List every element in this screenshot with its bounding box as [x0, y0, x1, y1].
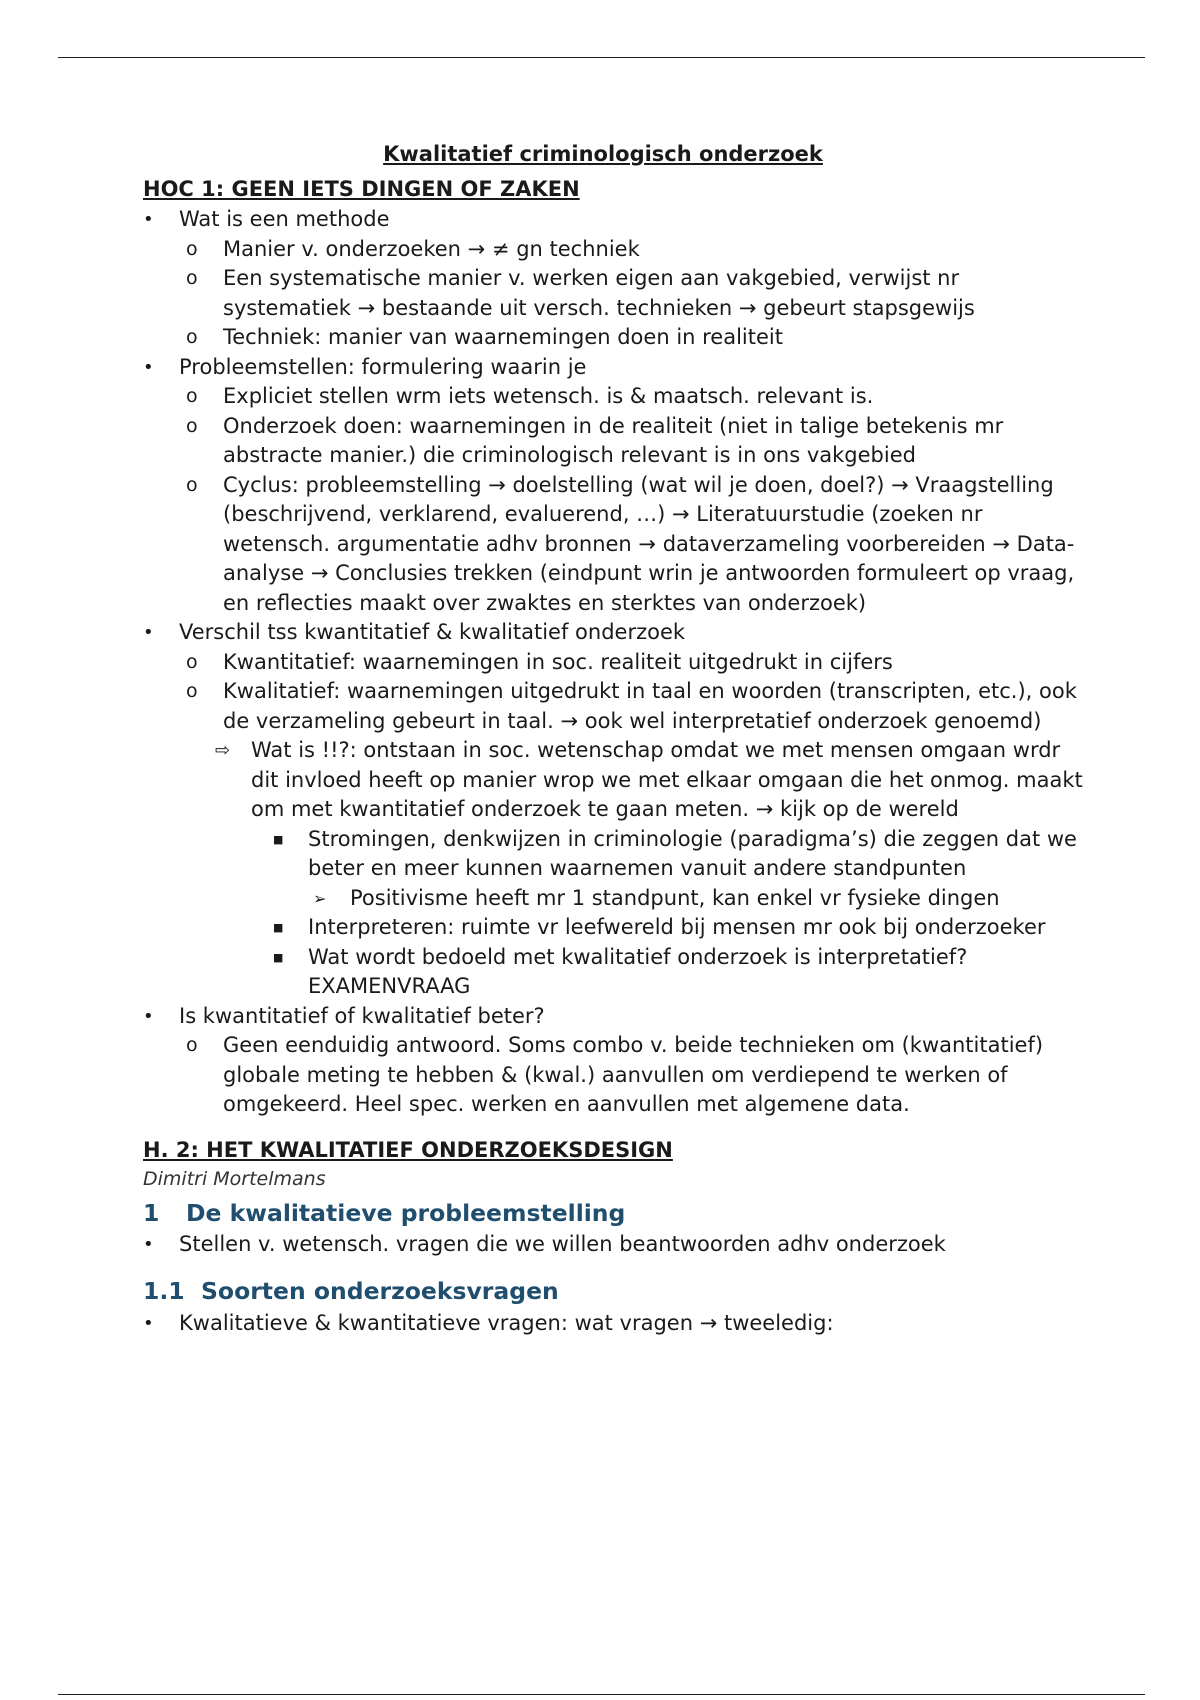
bullet-marker: •	[143, 1005, 154, 1027]
bullet-marker: •	[143, 209, 154, 230]
list-item: ➢ Positivisme heeft mr 1 standpunt, kan enkel vr fysieke dingen	[143, 884, 1083, 914]
list-item: o Een systematische manier v. werken eigen aan vakgebied, verwijst nr systematiek → bestaande uit versch. technieken → gebeurt stapsgewijs	[186, 266, 975, 320]
section-heading-hoc1: HOC 1: GEEN IETS DINGEN OF ZAKEN	[143, 177, 580, 201]
bullet-marker: •	[143, 1233, 154, 1255]
circle-marker: o	[186, 237, 198, 260]
square-marker: ■	[273, 950, 284, 964]
list-item: • Probleemstellen: formulering waarin je	[143, 353, 1083, 383]
list-item: o Manier v. onderzoeken → ≠ gn techniek	[143, 235, 1083, 265]
list-item: o Cyclus: probleemstelling → doelstelling (wat wil je doen, doel?) → Vraagstelling (beschrijvend, verklarend, evaluerend, …) → Literatuurstudie (zoeken nr wetensch. argumentatie adhv bronnen → dataverzameling voorbereiden → Data-analyse → Conclusies trekken (eindpunt wrin je antwoorden formuleert op vraag, en reflecties maakt over zwaktes en sterktes van onderzoek)	[186, 472, 1075, 615]
circle-marker: o	[186, 473, 198, 496]
list-item: ■ Interpreteren: ruimte vr leefwereld bij mensen mr ook bij onderzoeker	[143, 913, 1083, 943]
list-item: • Verschil tss kwantitatief & kwalitatief onderzoek	[143, 618, 1083, 648]
square-marker: ■	[273, 832, 284, 846]
list-item: ■ Wat wordt bedoeld met kwalitatief onderzoek is interpretatief? EXAMENVRAAG	[273, 944, 968, 998]
list-item: ⇨ Wat is !!?: ontstaan in soc. wetenschap omdat we met mensen omgaan wrdr dit invloed heeft op manier wrop we met elkaar omgaan die het onmog. maakt om met kwantitatief onderzoek te gaan meten. → kijk op de wereld	[215, 738, 1083, 821]
list-item: • Kwalitatieve & kwantitatieve vragen: wat vragen → tweeledig:	[143, 1309, 1083, 1339]
list-item: o Geen eenduidig antwoord. Soms combo v. beide technieken om (kwantitatief) globale meting te hebben & (kwal.) aanvullen om verdiepend te werken of omgekeerd. Heel spec. werken en aanvullen met algemene data.	[186, 1033, 1044, 1116]
circle-marker: o	[186, 650, 198, 673]
circle-marker: o	[186, 680, 198, 702]
list-item: ■ Stromingen, denkwijzen in criminologie (paradigma’s) die zeggen dat we beter en meer kunnen waarnemen vanuit andere standpunten	[273, 826, 1077, 880]
header-rule	[58, 57, 1145, 58]
circle-marker: o	[186, 1034, 198, 1056]
list-item: o Onderzoek doen: waarnemingen in de realiteit (niet in talige betekenis mr abstracte manier.) die criminologisch relevant is in ons vakgebied	[186, 413, 1004, 467]
circle-marker: o	[186, 414, 198, 437]
circle-marker: o	[186, 267, 198, 289]
document-body	[143, 139, 1083, 1339]
circle-marker: o	[186, 385, 198, 407]
bullet-marker: •	[143, 356, 154, 378]
list-item: • Is kwantitatief of kwalitatief beter?	[143, 1002, 1083, 1032]
list-item: o Expliciet stellen wrm iets wetensch. is & maatsch. relevant is.	[143, 382, 1083, 412]
section-heading-h2: H. 2: HET KWALITATIEF ONDERZOEKSDESIGN	[143, 1137, 673, 1162]
heading-onderzoeksvragen: 1.1 Soorten onderzoeksvragen	[143, 1277, 559, 1305]
list-item: o Kwantitatief: waarnemingen in soc. realiteit uitgedrukt in cijfers	[143, 648, 1083, 678]
list-item: o Kwalitatief: waarnemingen uitgedrukt in taal en woorden (transcripten, etc.), ook de verzameling gebeurt in taal. → ook wel interpretatief onderzoek genoemd)	[186, 679, 1077, 733]
arrow-marker: ⇨	[215, 740, 231, 761]
footer-rule	[58, 1694, 1145, 1695]
heading-probleemstelling: 1 De kwalitatieve probleemstelling	[143, 1198, 626, 1227]
list-item: • Stellen v. wetensch. vragen die we willen beantwoorden adhv onderzoek	[143, 1230, 1083, 1260]
chevron-marker: ➢	[313, 888, 327, 908]
bullet-marker: •	[143, 622, 154, 643]
author-name: Dimitri Mortelmans	[143, 1167, 326, 1190]
bullet-marker: •	[143, 1313, 154, 1334]
list-item: • Wat is een methode	[143, 205, 1083, 235]
circle-marker: o	[186, 326, 198, 348]
list-item: o Techniek: manier van waarnemingen doen in realiteit	[143, 323, 1083, 353]
page-title: Kwalitatief criminologisch onderzoek	[383, 142, 823, 166]
square-marker: ■	[273, 921, 284, 934]
